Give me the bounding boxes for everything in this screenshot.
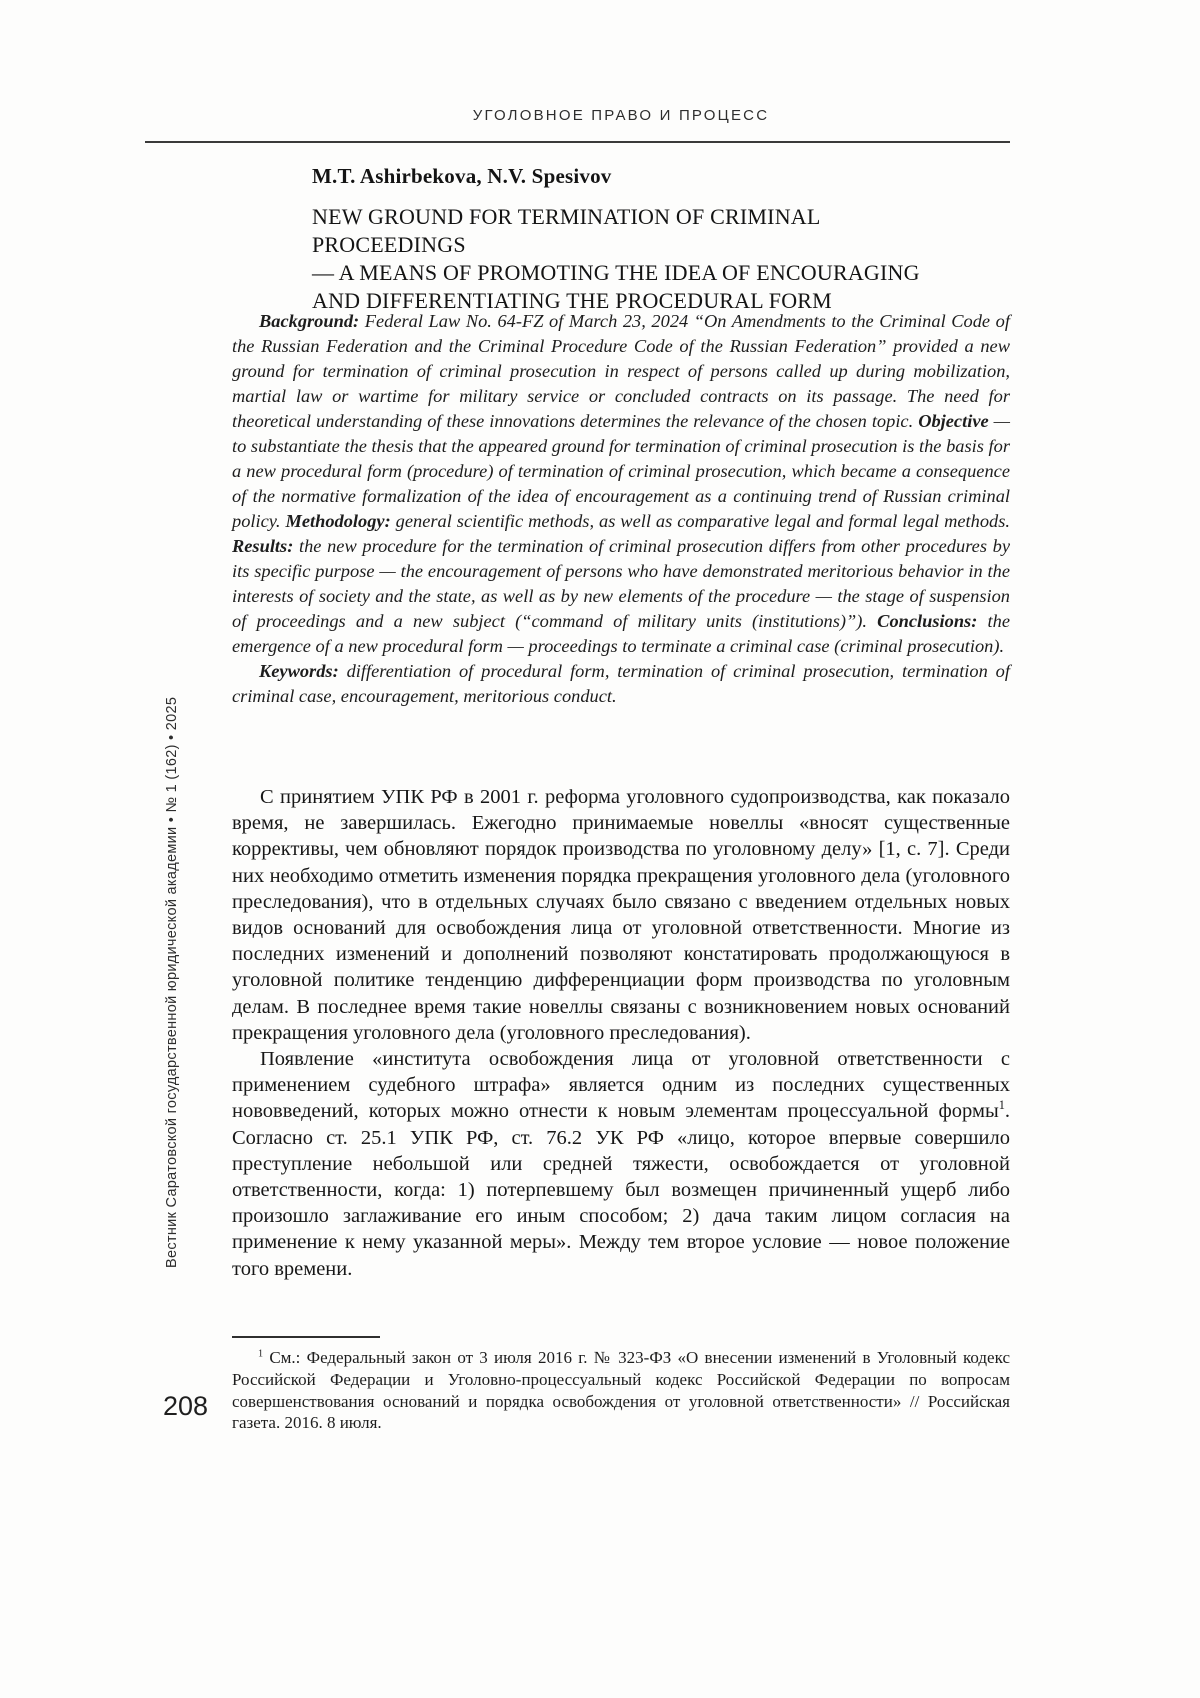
body-paragraph-2: Появление «института освобождения лица от уголовной ответственности с применением судебного штрафа» является одним из последних существенных нововведений, которых можно отнести к новым элементам процессуальной формы$^1$. Согласно ст. 25.1 УПК РФ, ст. 76.2 УК РФ «лицо, которое впервые совершило преступление небольшой или средней тяжести, освобождается от уголовной ответственности, когда: 1) потерпевшему был возмещен причиненный ущерб либо произошло заглаживание его иным способом; 2) дача таким лицом согласия на применение к нему указанной меры». Между тем второе условие — новое положение того времени. [232,1048,1010,1280]
article-title [312,203,952,315]
page-number: 208 [163,1391,209,1421]
running-head: УГОЛОВНОЕ ПРАВО И ПРОЦЕСС [472,107,770,124]
title-line-2: — A MEANS OF PROMOTING THE IDEA OF ENCOURAGING [312,260,920,285]
footnote-divider [232,1336,380,1338]
title-line-1: NEW GROUND FOR TERMINATION OF CRIMINAL PROCEEDINGS [312,204,820,257]
header-divider [145,141,1010,143]
abstract-block [232,309,1010,709]
keywords-paragraph: Keywords: differentiation of procedural form, termination of criminal prosecution, termination of criminal case, encouragement, meritorious conduct. [232,661,1010,706]
journal-sidebar-caption: Вестник Саратовской государственной юридической академии • № 1 (162) • 2025 [164,696,180,1268]
abstract-paragraph: Background: Federal Law No. 64-FZ of March 23, 2024 “On Amendments to the Criminal Code of the Russian Federation and the Criminal Procedure Code of the Russian Federation” provided a new ground for termination of criminal prosecution in respect of persons called up during mobilization, martial law or wartime for military service or concluded contracts on its passage. The need for theoretical understanding of these innovations determines the relevance of the chosen topic. Objective — to substantiate the thesis that the appeared ground for termination of criminal prosecution is the basis for a new procedural form (procedure) of termination of criminal prosecution, which became a consequence of the normative formalization of the idea of encouragement as a continuing trend of Russian criminal policy. Methodology: general scientific methods, as well as comparative legal and formal legal methods. Results: the new procedure for the termination of criminal prosecution differs from other procedures by its specific purpose — the encouragement of persons who have demonstrated meritorious behavior in the interests of society and the state, as well as by new elements of the procedure — the stage of suspension of proceedings and a new subject (“command of military units (institutions)”). Conclusions: the emergence of a new procedural form — proceedings to terminate a criminal case (criminal prosecution). [232,311,1010,656]
title-line-3: AND DIFFERENTIATING THE PROCEDURAL FORM [312,288,832,313]
footnote: $^1$ См.: Федеральный закон от 3 июля 2016 г. № 323-ФЗ «О внесении изменений в Уголовный кодекс Российской Федерации и Уголовно-процессуальный кодекс Российской Федерации по вопросам совершенствования оснований и порядка освобождения от уголовной ответственности» // Российская газета. 2016. 8 июля. [232,1348,1010,1433]
body-paragraph-1: С принятием УПК РФ в 2001 г. реформа уголовного судопроизводства, как показало время, не завершилась. Ежегодно принимаемые новеллы «вносят существенные коррективы, чем обновляют порядок производства по уголовному делу» [1, с. 7]. Среди них необходимо отметить изменения порядка прекращения уголовного дела (уголовного преследования), что в отдельных случаях было связано с введением отдельных новых видов оснований для освобождения лица от уголовной ответственности. Многие из последних изменений и дополнений позволяют констатировать продолжающуюся в уголовной политике тенденцию дифференциации форм производства по уголовным делам. В последнее время такие новеллы связаны с возникновением новых оснований прекращения уголовного дела (уголовного преследования). [232,786,1010,1044]
article-body [232,784,1010,1282]
authors: M.T. Ashirbekova, N.V. Spesivov [312,164,612,188]
